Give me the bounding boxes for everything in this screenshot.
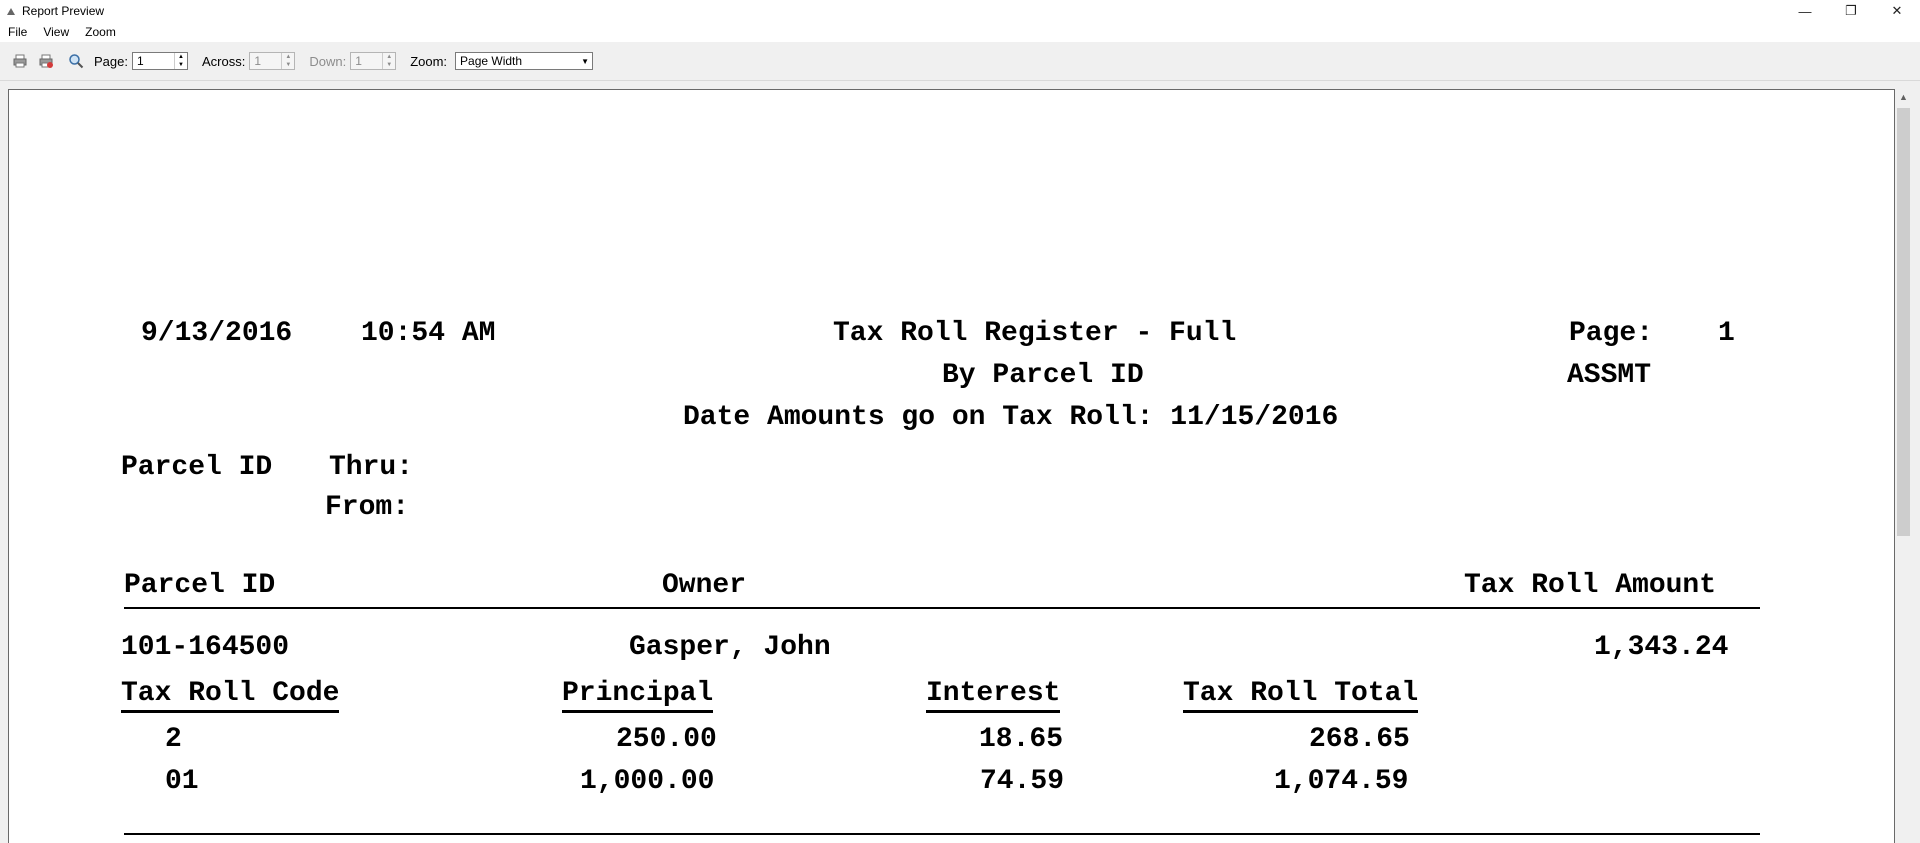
down-spinner[interactable] (350, 52, 396, 70)
page-value[interactable]: 1 (136, 54, 144, 68)
spin-up-icon[interactable]: ▲ (178, 54, 184, 60)
line-total: 268.65 (1309, 724, 1410, 755)
menu-zoom[interactable]: Zoom (85, 25, 116, 39)
minimize-button[interactable]: — (1798, 3, 1812, 19)
owner-name: Gasper, John (629, 632, 831, 663)
menu-file[interactable]: File (8, 25, 28, 39)
across-spinner[interactable] (249, 52, 295, 70)
line-interest: 18.65 (979, 724, 1064, 755)
menu-view[interactable]: View (43, 25, 70, 39)
header-divider (124, 607, 1760, 609)
from-label: From: (325, 492, 410, 523)
window-title: Report Preview (22, 4, 105, 18)
line-total: 1,074.59 (1274, 766, 1409, 797)
zoom-select[interactable] (455, 52, 593, 70)
report-date: 9/13/2016 (141, 318, 293, 349)
across-label: Across: (201, 53, 246, 69)
tax-roll-amount: 1,343.24 (1594, 632, 1729, 663)
title-bar (0, 0, 1920, 22)
report-time: 10:54 AM (361, 318, 496, 349)
footer-divider (124, 833, 1760, 835)
toolbar (0, 42, 1920, 81)
zoom-value[interactable]: Page Width (460, 54, 523, 68)
app-icon (6, 6, 16, 16)
col-owner: Owner (662, 570, 747, 601)
thru-label: Thru: (329, 452, 414, 483)
magnify-icon[interactable] (66, 51, 86, 71)
spin-up-icon[interactable]: ▲ (386, 54, 393, 60)
report-title: Tax Roll Register - Full (833, 318, 1237, 349)
tax-roll-date-line: Date Amounts go on Tax Roll: 11/15/2016 (683, 402, 1339, 433)
line-code: 2 (165, 724, 182, 755)
down-value[interactable]: 1 (355, 54, 362, 68)
report-page (8, 89, 1895, 843)
zoom-label: Zoom: (410, 53, 448, 69)
col-tax-roll-amount: Tax Roll Amount (1464, 570, 1717, 601)
restore-button[interactable]: ❐ (1845, 3, 1857, 18)
line-principal: 1,000.00 (580, 766, 715, 797)
report-category: ASSMT (1567, 360, 1652, 391)
filter-label: Parcel ID (121, 452, 273, 483)
window-controls (1782, 0, 1920, 22)
report-subtitle: By Parcel ID (942, 360, 1144, 391)
page-spinner-arrows[interactable] (174, 53, 187, 69)
down-label: Down: (309, 53, 347, 69)
across-value[interactable]: 1 (254, 54, 262, 68)
printer-setup-icon[interactable] (36, 51, 56, 71)
spin-up-icon[interactable]: ▲ (285, 54, 292, 60)
page-label: Page: (94, 53, 128, 69)
page-number-label: Page: (1569, 318, 1654, 349)
menu-bar (0, 22, 1920, 42)
sub-header-code: Tax Roll Code (121, 678, 339, 713)
page-number: 1 (1718, 318, 1735, 349)
preview-area[interactable] (0, 81, 1920, 843)
spin-down-icon[interactable]: ▼ (285, 62, 292, 68)
close-button[interactable]: ✕ (1891, 3, 1903, 18)
scrollbar-thumb[interactable] (1897, 108, 1910, 536)
printer-icon[interactable] (10, 51, 30, 71)
vertical-scrollbar[interactable] (1895, 89, 1912, 843)
spin-down-icon[interactable]: ▼ (386, 62, 393, 68)
sub-header-principal: Principal (562, 678, 713, 713)
line-interest: 74.59 (980, 766, 1065, 797)
col-parcel-id: Parcel ID (124, 570, 276, 601)
line-code: 01 (165, 766, 199, 797)
parcel-id: 101-164500 (121, 632, 290, 663)
chevron-down-icon[interactable]: ▼ (581, 56, 589, 66)
sub-header-total: Tax Roll Total (1183, 678, 1418, 713)
spin-down-icon[interactable]: ▼ (178, 62, 184, 68)
sub-header-interest: Interest (926, 678, 1060, 713)
down-spinner-arrows[interactable] (382, 53, 395, 69)
page-spinner[interactable] (132, 52, 188, 70)
line-principal: 250.00 (616, 724, 717, 755)
across-spinner-arrows[interactable] (281, 53, 294, 69)
scroll-up-icon[interactable]: ▲ (1899, 92, 1908, 102)
